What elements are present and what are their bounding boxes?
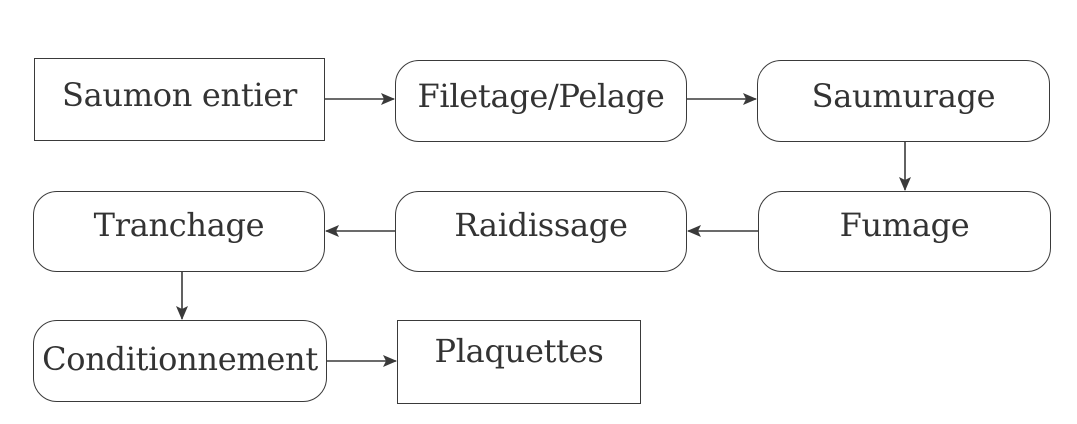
node-saumurage-label: Saumurage [811,77,996,115]
node-filetage-pelage-label: Filetage/Pelage [417,77,665,115]
node-raidissage-label: Raidissage [454,205,628,244]
node-plaquettes-label: Plaquettes [434,332,604,370]
node-conditionnement-label: Conditionnement [42,340,318,378]
node-fumage-label: Fumage [839,205,970,244]
node-tranchage-label: Tranchage [93,205,265,244]
node-saumon-entier-label: Saumon entier [62,75,297,114]
